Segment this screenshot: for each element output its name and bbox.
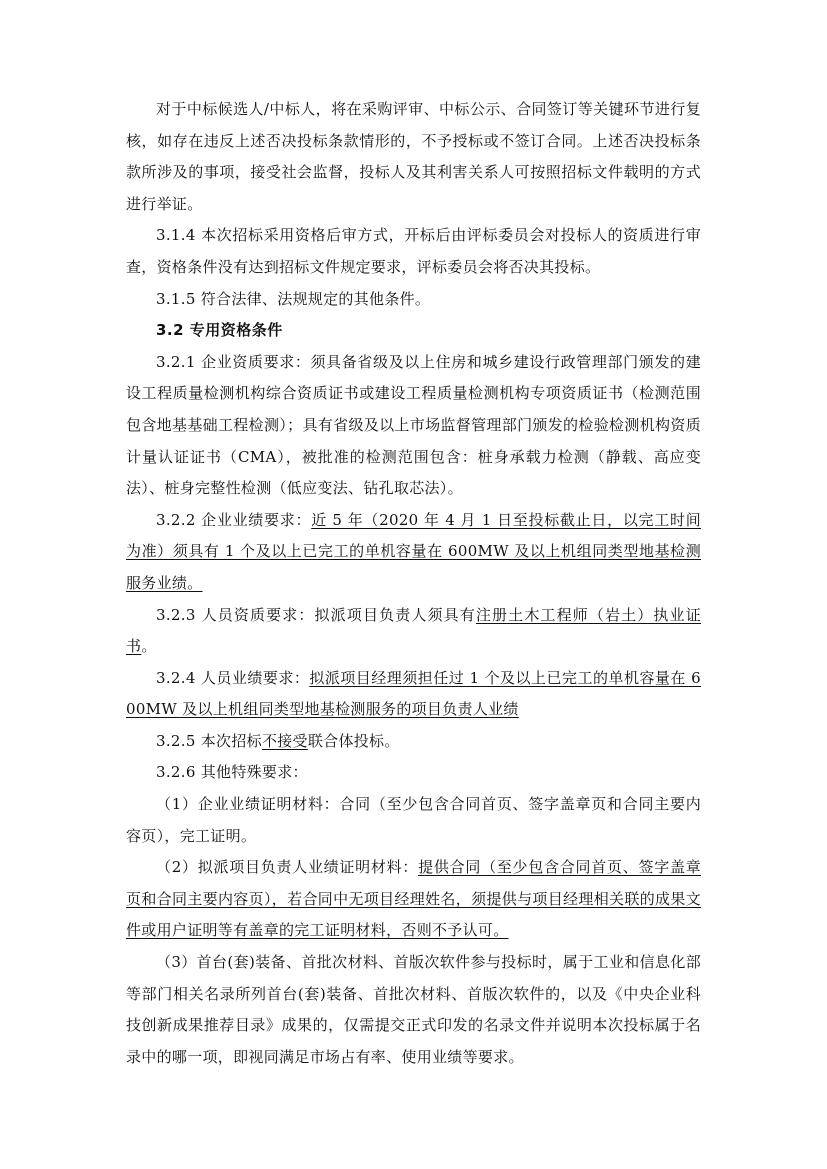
- paragraph-3-2-4: [126, 663, 701, 726]
- paragraph-3-2-5-prefix: 3.2.5 本次招标: [156, 731, 262, 750]
- list-item-2-underlined: 提供合同（至少包含合同首页、签字盖章页和合同主要内容页），若合同中无项目经理姓名，须提供与项目经理相关联的成果文件或用户证明等有盖章的完工证明材料，否则不予认可。: [126, 858, 701, 940]
- paragraph-3-2-2-underlined: 近 5 年（2020 年 4 月 1 日至投标截止日，以完工时间为准）须具有 1 个及以上已完工的单机容量在 600MW 及以上机组同类型地基检测服务业绩。: [126, 510, 701, 592]
- paragraph-3-2-5-suffix: 联合体投标。: [307, 731, 400, 750]
- paragraph-review: 对于中标候选人/中标人，将在采购评审、中标公示、合同签订等关键环节进行复核，如存在违反上述否决投标条款情形的，不予授标或不签订合同。上述否决投标条款所涉及的事项，接受社会监督，投标人及其利害关系人可按照招标文件载明的方式进行举证。: [126, 100, 701, 213]
- paragraph-3-2-4-prefix: 3.2.4 人员业绩要求：: [156, 668, 310, 687]
- paragraph-3-2-3-prefix: 3.2.3 人员资质要求：拟派项目负责人须具有: [156, 605, 476, 624]
- list-item-2: [126, 852, 701, 947]
- list-item-2-prefix: （2）拟派项目负责人业绩证明材料：: [156, 858, 419, 877]
- document-body: [126, 94, 701, 1073]
- paragraph-3-2-2: [126, 505, 701, 600]
- paragraph-3-1-4: 3.1.4 本次招标采用资格后审方式，开标后由评标委员会对投标人的资质进行审查，资格条件没有达到招标文件规定要求，评标委员会将否决其投标。: [126, 226, 701, 276]
- paragraph-3-2-5-underlined: 不接受: [261, 731, 308, 750]
- paragraph-3-2-4-underlined: 拟派项目经理须担任过 1 个及以上已完工的单机容量在 600MW 及以上机组同类型地基检测服务的项目负责人业绩: [126, 668, 702, 719]
- paragraph-3-1-5: 3.1.5 符合法律、法规规定的其他条件。: [156, 289, 431, 308]
- list-item-3: （3）首台(套)装备、首批次材料、首版次软件参与投标时，属于工业和信息化部等部门相关名录所列首台(套)装备、首批次材料、首版次软件的，以及《中央企业科技创新成果推荐目录》成果的，仅需提交正式印发的名录文件并说明本次投标属于名录中的哪一项，即视同满足市场占有率、使用业绩等要求。: [126, 953, 701, 1066]
- paragraph-3-2-3-underlined: 注册土木工程师（岩土）执业证书: [126, 605, 701, 656]
- section-heading-3-2: 3.2 专用资格条件: [156, 321, 283, 340]
- paragraph-3-2-1: 3.2.1 企业资质要求：须具备省级及以上住房和城乡建设行政管理部门颁发的建设工程质量检测机构综合资质证书或建设工程质量检测机构专项资质证书（检测范围包含地基基础工程检测）；具有省级及以上市场监督管理部门颁发的检验检测机构资质计量认证证书（CMA），被批准的检测范围包含：桩身承载力检测（静载、高应变法）、桩身完整性检测（低应变法、钻孔取芯法）。: [126, 352, 701, 498]
- paragraph-3-2-3: [126, 600, 701, 663]
- paragraph-3-2-2-prefix: 3.2.2 企业业绩要求：: [156, 510, 312, 529]
- list-item-1: （1）企业业绩证明材料：合同（至少包含合同首页、签字盖章页和合同主要内容页），完工证明。: [126, 795, 701, 845]
- paragraph-3-2-3-suffix: 。: [141, 637, 157, 656]
- paragraph-3-2-6: 3.2.6 其他特殊要求：: [156, 763, 308, 782]
- paragraph-3-2-5: [126, 726, 701, 758]
